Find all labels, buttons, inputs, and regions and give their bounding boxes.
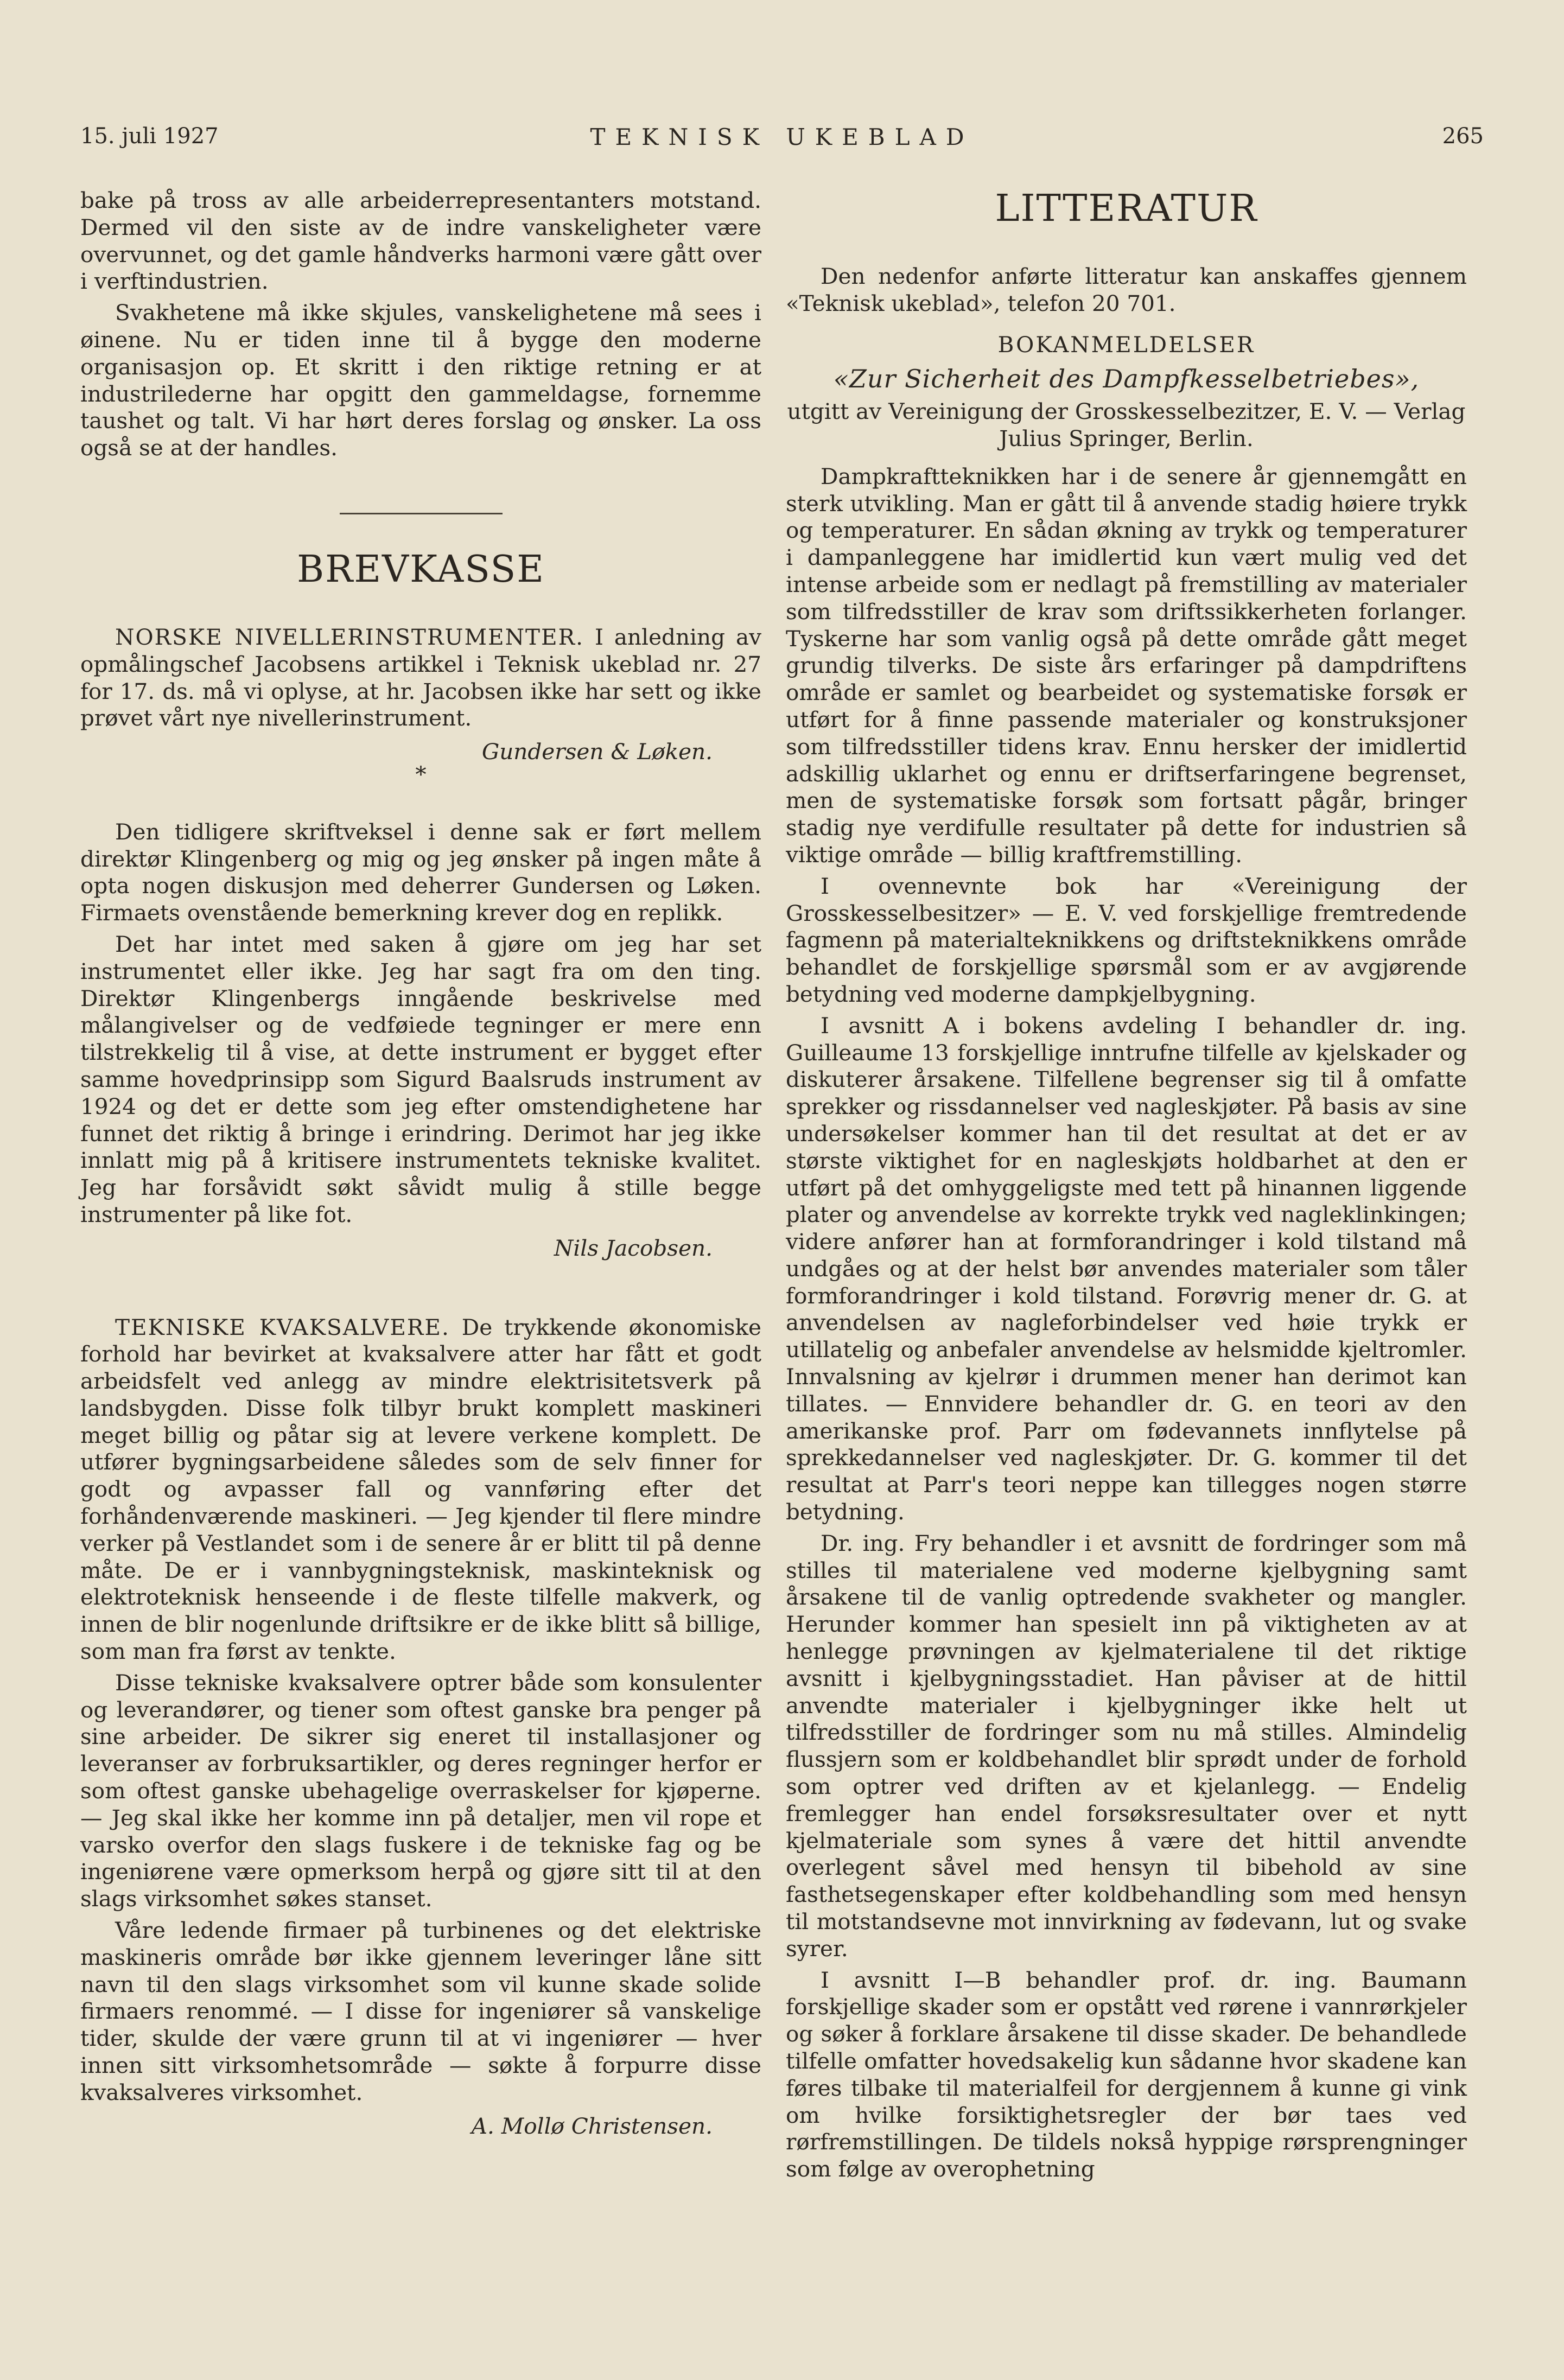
litteratur-title: LITTERATUR bbox=[995, 187, 1258, 230]
letter-paragraph: Disse tekniske kvaksalvere optrer både som konsulenter og leverandører, og tiener som oftest ganske bra penger på sine arbeider. De sikrer sig eneret til installasjoner og leveranser av forbruksartikler, og deres regninger herfor er som oftest ganske ubehagelige overraskelser for kjøperne. — Jeg skal ikke her komme inn på detaljer, men vil rope et varsko overfor den slags fuskere i de tekniske fag og be ingeniørene være opmerksom herpå og gjøre sitt til at den slags virksomhet søkes stanset. bbox=[80, 1669, 761, 1912]
signature-gundersen-loken: Gundersen & Løken. bbox=[481, 739, 713, 765]
review-paragraph: Dampkraftteknikken har i de senere år gjennemgått en sterk utvikling. Man er gått til å anvende stadig høiere trykk og temperaturer. En sådan økning av trykk og temperaturer i dampanleggene har imidlertid kun vært mulig ved det intense arbeide som er nedlagt på fremstilling av materialer som tilfredsstiller de krav som driftssikkerheten forlanger. Tyskerne har som vanlig også på dette område gått meget grundig tilverks. De siste års erfaringer på dampdriftens område er samlet og bearbeidet og systematiske forsøk er utført for å finne passende materialer og konstruksjoner som tilfredsstiller tidens krav. Ennu hersker der imidlertid adskillig uklarhet og ennu er driftserfaringene begrenset, men de systematiske forsøk som fortsatt pågår, bringer stadig nye verdifulle resultater på dette for industrien så viktige område — billig kraftfremstilling. bbox=[786, 463, 1467, 868]
review-paragraph: I ovennevnte bok har «Vereinigung der Grosskesselbesitzer» — E. V. ved forskjellige fremtredende fagmenn på materialteknikkens og driftsteknikkens område behandlet de forskjellige spørsmål som er av avgjørende betydning ved moderne dampkjelbygning. bbox=[786, 873, 1467, 1007]
book-publisher: utgitt av Vereinigung der Grosskesselbezitzer, E. V. — Verlag Julius Springer, Berlin. bbox=[787, 398, 1466, 451]
reply-paragraph: Det har intet med saken å gjøre om jeg har set instrumentet eller ikke. Jeg har sagt fra om den ting. Direktør Klingenbergs inngående beskrivelse med målangivelser og de vedføiede tegninger er mere enn tilstrekkelig til å vise, at dette instrument er bygget efter samme hovedprinsipp som Sigurd Baalsruds instrument av 1924 og det er dette som jeg efter omstendighetene har funnet det riktig å bringe i erindring. Derimot har jeg ikke innlatt mig på å kritisere instrumentets tekniske kvalitet. Jeg har forsåvidt søkt såvidt mulig å stille begge instrumenter på like fot. bbox=[80, 931, 761, 1227]
letter-text: I anledning av opmålingschef Jacobsens artikkel i Teknisk ukeblad nr. 27 for 17. ds. må vi oplyse, at hr. Jacobsen ikke har sett og ikke prøvet vårt nye nivellerinstrument. bbox=[80, 623, 761, 731]
book-title: «Zur Sicherheit des Dampfkesselbetriebes», bbox=[833, 364, 1420, 394]
journal-title: TEKNISK UKEBLAD bbox=[590, 124, 974, 150]
review-paragraph: Dr. ing. Fry behandler i et avsnitt de fordringer som må stilles til materialene ved moderne kjelbygning samt årsakene til de vanlig optredende svakheter og mangler. Herunder kommer han spesielt inn på viktigheten av at henlegge prøvningen av kjelmaterialene til det riktige avsnitt i kjelbygningsstadiet. Han påviser at de hittil anvendte materialer i kjelbygninger ikke helt ut tilfredsstiller de fordringer som nu må stilles. Almindelig flussjern som er koldbehandlet blir sprødt under de forhold som optrer ved driften av et kjelanlegg. — Endelig fremlegger han endel forsøksresultater over et nytt kjelmateriale som synes å være det hittil anvendte overlegent såvel med hensyn til bibehold av sine fasthetsegenskaper efter koldbehandling som med hensyn til motstandsevne mot innvirkning av fødevann, lut og svake syrer. bbox=[786, 1530, 1467, 1962]
article-continuation-paragraph: Svakhetene må ikke skjules, vanskelighetene må sees i øinene. Nu er tiden inne til å bygge den moderne organisasjon op. Et skritt i den riktige retning er at industrilederne har opgitt den gammeldagse, fornemme taushet og talt. Vi har hørt deres forslag og ønsker. La oss også se at der handles. bbox=[80, 300, 761, 461]
left-column bbox=[80, 187, 761, 2140]
letter-text: De trykkende økonomiske forhold har bevirket at kvaksalvere atter har fått et godt arbeidsfelt ved anlegg av mindre elektrisitetsverk på landsbygden. Disse folk tilbyr brukt komplett maskineri meget billig og påtar sig at levere verkene komplett. De utfører bygningsarbeidene således som de selv finner for godt og avpasser fall og vannføring efter det forhåndenværende maskineri. — Jeg kjender til flere mindre verker på Vestlandet som i de senere år er blitt til på denne måte. De er i vannbygningsteknisk, maskinteknisk og elektroteknisk henseende i de fleste tilfelle makverk, og innen de blir nogenlunde driftsikre er de ikke blitt så billige, som man fra først av tenkte. bbox=[80, 1314, 762, 1665]
issue-date: 15. juli 1927 bbox=[80, 124, 219, 149]
letter-kvaksalvere bbox=[80, 1314, 761, 1665]
signature-mollo-christensen: A. Mollø Christensen. bbox=[471, 2112, 713, 2139]
article-continuation-paragraph: bake på tross av alle arbeiderrepresentanters motstand. Dermed vil den siste av de indre vanskeligheter være overvunnet, og det gamle håndverks harmoni være gått over i verftindustrien. bbox=[80, 187, 761, 295]
review-paragraph: I avsnitt A i bokens avdeling I behandler dr. ing. Guilleaume 13 forskjellige inntrufne tilfelle av kjelskader og diskuterer årsakene. Tilfellene begrenser sig til å omfatte sprekker og rissdannelser ved nagleskjøter. På basis av sine undersøkelser kommer han til det resultat at det er av største viktighet for en nagleskjøts holdbarhet at den er utført på det omhyggeligste med tett på hinannen liggende plater og anvendelse av korrekte trykk ved nagleklinkingen; videre anfører han at formforandringer i kold tilstand må undgåes og at der helst bør anvendes materialer som tåler formforandringer i kold tilstand. Forøvrig mener dr. G. at anvendelsen av nagleforbindelser ved høie trykk er utillatelig og anbefaler anvendelse av helsmidde kjeltromler. Innvalsning av kjelrør i drummen mener han derimot kan tillates. — Ennvidere behandler dr. G. en teori av den amerikanske prof. Parr om fødevannets innflytelse på sprekkedannelser ved nagleskjøter. Dr. G. kommer til det resultat at Parr's teori neppe kan tillegges nogen større betydning. bbox=[786, 1012, 1467, 1525]
litteratur-notice: Den nedenfor anførte litteratur kan anskaffes gjennem «Teknisk ukeblad», telefon 20 701. bbox=[786, 263, 1467, 316]
signature-nils-jacobsen: Nils Jacobsen. bbox=[554, 1234, 713, 1261]
letter-paragraph: Våre ledende firmaer på turbinenes og det elektriske maskineris område bør ikke gjennem leveringer låne sitt navn til den slags virksomhet som vil kunne skade solide firmaers renommé. — I disse for ingeniører så vanskelige tider, skulde der være grunn til at vi ingeniører — hver innen sitt virksomhetsområde — søkte å forpurre disse kvaksalveres virksomhet. bbox=[80, 1917, 761, 2105]
brevkasse-title: BREVKASSE bbox=[297, 548, 545, 591]
letter-nivellerinstrumenter bbox=[80, 624, 761, 732]
section-divider bbox=[340, 513, 503, 514]
review-paragraph: I avsnitt I—B behandler prof. dr. ing. Baumann forskjellige skader som er opstått ved rørene i vannrørkjeler og søker å forklare årsakene til disse skader. De behandlede tilfelle omfatter hovedsakelig kun sådanne hvor skadene kan føres tilbake til materialfeil for dergjennem å kunne gi vink om hvilke forsiktighetsregler der bør taes ved rørfremstillingen. De tildels nokså hyppige rørsprengninger som følge av overophetning bbox=[786, 1967, 1467, 2182]
bokanmeldelser-heading: BOKANMELDELSER bbox=[997, 331, 1255, 358]
running-header bbox=[80, 124, 1484, 156]
right-column bbox=[786, 187, 1467, 2183]
letter-heading: TEKNISKE KVAKSALVERE. bbox=[115, 1314, 450, 1340]
asterisk-separator: * bbox=[415, 761, 427, 787]
reply-paragraph: Den tidligere skriftveksel i denne sak er ført mellem direktør Klingenberg og mig og jeg ønsker på ingen måte å opta nogen diskusjon med deherrer Gundersen og Løken. Firmaets ovenstående bemerkning krever dog en replikk. bbox=[80, 818, 761, 926]
letter-heading: NORSKE NIVELLERINSTRUMENTER. bbox=[115, 623, 584, 650]
page-number: 265 bbox=[1442, 124, 1484, 149]
